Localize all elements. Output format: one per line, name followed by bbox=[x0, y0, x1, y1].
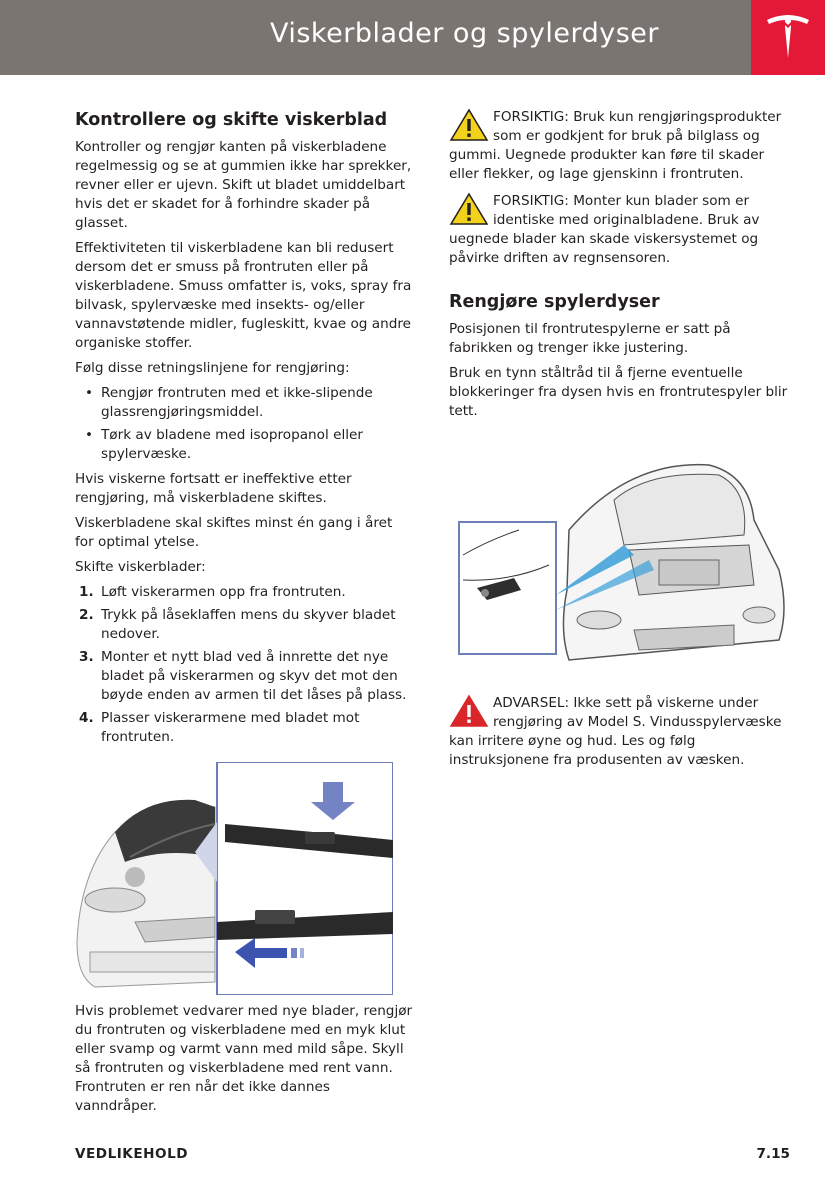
step-item bbox=[79, 583, 415, 602]
step-text: Trykk på låseklaffen mens du skyver bladet nedover. bbox=[101, 607, 396, 642]
right-column-bottom bbox=[449, 694, 789, 778]
footer-section: VEDLIKEHOLD bbox=[75, 1146, 189, 1162]
caution-note bbox=[449, 108, 789, 184]
section-heading-washers: Rengjøre spylerdyser bbox=[449, 292, 660, 312]
header-bar bbox=[0, 0, 751, 75]
wiper-blade-illustration bbox=[75, 762, 393, 995]
caution-triangle-icon bbox=[449, 192, 489, 226]
warning-text: ADVARSEL: Ikke sett på viskerne under rengjøring av Model S. Vindusspylervæske kan irritere øyne og hud. Les og følg instruksjonene fra produsenten av væsken. bbox=[449, 695, 782, 768]
paragraph: Hvis problemet vedvarer med nye blader, rengjør du frontruten og viskerbladene med en myk klut eller svamp og varmt vann med mild såpe. Skyll så frontruten og viskerbladene med rent vann. Frontruten er ren når det ikke dannes vanndråper. bbox=[75, 1003, 413, 1114]
caution-text: FORSIKTIG: Monter kun blader som er identiske med originalbladene. Bruk av uegnede blader kan skade viskersystemet og påvirke driften av regnsensoren. bbox=[449, 193, 760, 266]
left-column-bottom bbox=[75, 1002, 415, 1122]
replacement-steps-list bbox=[75, 583, 415, 747]
step-number: 1. bbox=[79, 584, 94, 600]
step-text: Plasser viskerarmene med bladet mot frontruten. bbox=[101, 710, 360, 745]
step-number: 3. bbox=[79, 649, 94, 665]
tesla-logo-icon bbox=[751, 0, 825, 75]
list-item: • Rengjør frontruten med et ikke-slipende glassrengjøringsmiddel. bbox=[101, 384, 415, 422]
paragraph: Følg disse retningslinjene for rengjøring: bbox=[75, 360, 350, 376]
paragraph: Skifte viskerblader: bbox=[75, 559, 206, 575]
page-number: 7.15 bbox=[756, 1146, 790, 1162]
paragraph: Kontroller og rengjør kanten på viskerbladene regelmessig og se at gummien ikke har sprekker, revner eller er ujevn. Skift ut bladet umiddelbart hvis det er skadet for å forhindre skader på glasset. bbox=[75, 139, 412, 231]
caution-triangle-icon bbox=[449, 108, 489, 142]
step-number: 2. bbox=[79, 607, 94, 623]
caution-text: FORSIKTIG: Bruk kun rengjøringsprodukter som er godkjent for bruk på bilglass og gummi. Uegnede produkter kan føre til skader eller flekker, og lage gjenskinn i frontruten. bbox=[449, 109, 782, 182]
right-column bbox=[449, 108, 789, 427]
section-heading-wipers: Kontrollere og skifte viskerblad bbox=[75, 110, 388, 130]
paragraph: Viskerbladene skal skiftes minst én gang i året for optimal ytelse. bbox=[75, 515, 393, 550]
paragraph: Posisjonen til frontrutespylerne er satt på fabrikken og trenger ikke justering. bbox=[449, 321, 731, 356]
paragraph: Effektiviteten til viskerbladene kan bli redusert dersom det er smuss på frontruten eller på viskerbladene. Smuss omfatter is, voks, spray fra bilvask, spylervæske med insekts- og/eller vannavstøtende midler, fugleskitt, kvae og andre organiske stoffer. bbox=[75, 240, 412, 351]
step-item bbox=[79, 648, 415, 705]
warning-triangle-icon bbox=[449, 694, 489, 728]
list-item: • Tørk av bladene med isopropanol eller spylervæske. bbox=[101, 426, 415, 464]
caution-note bbox=[449, 192, 789, 268]
logo-box bbox=[751, 0, 825, 75]
warning-note bbox=[449, 694, 789, 770]
step-text: Løft viskerarmen opp fra frontruten. bbox=[101, 584, 346, 600]
paragraph: Bruk en tynn ståltråd til å fjerne eventuelle blokkeringer fra dysen hvis en frontrutespyler blir tett. bbox=[449, 365, 788, 419]
page-title: Viskerblader og spylerdyser bbox=[269, 18, 659, 49]
step-item bbox=[79, 709, 415, 747]
cleaning-guidelines-list bbox=[75, 384, 415, 464]
step-text: Monter et nytt blad ved å innrette det nye bladet på viskerarmen og skyv det mot den bøyde enden av armen til det låses på plass. bbox=[101, 649, 407, 703]
step-item bbox=[79, 606, 415, 644]
left-column bbox=[75, 108, 415, 753]
paragraph: Hvis viskerne fortsatt er ineffektive etter rengjøring, må viskerbladene skiftes. bbox=[75, 471, 352, 506]
step-number: 4. bbox=[79, 710, 94, 726]
washer-nozzle-illustration bbox=[449, 460, 787, 672]
